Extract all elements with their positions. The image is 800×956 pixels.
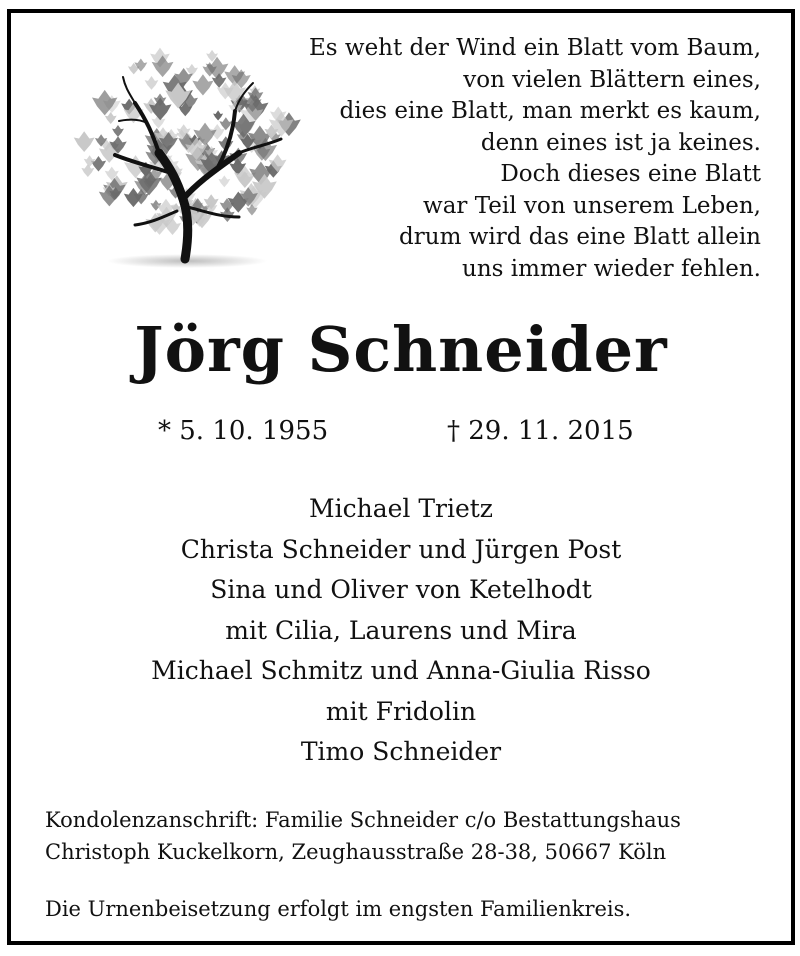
leaf-shape <box>218 175 230 187</box>
deceased-name: Jörg Schneider <box>134 313 668 386</box>
poem-line: war Teil von unserem Leben, <box>423 192 761 219</box>
leaf-shape <box>92 90 117 115</box>
poem-line: uns immer wieder fehlen. <box>462 255 761 282</box>
leaf-shape <box>105 112 117 124</box>
mourner-line: Michael Trietz <box>309 494 493 523</box>
mourner-line: Sina und Oliver von Ketelhodt <box>210 575 592 604</box>
poem-line: denn eines ist ja keines. <box>480 129 761 156</box>
poem-line: Es weht der Wind ein Blatt vom Baum, <box>308 35 761 61</box>
mourner-line: Timo Schneider <box>300 737 502 766</box>
leaf-shape <box>192 74 213 95</box>
closing-note: Die Urnenbeisetzung erfolgt im engsten Familienkreis. <box>45 897 632 921</box>
tree-illustration <box>67 41 307 277</box>
address-line-1: Kondolenzanschrift: Familie Schneider c/o Bestattungshaus <box>45 808 681 832</box>
birth-date: * 5. 10. 1955 <box>158 416 329 446</box>
mourner-line: mit Cilia, Laurens und Mira <box>225 615 577 645</box>
mourner-line: Michael Schmitz und Anna-Giulia Risso <box>151 656 651 685</box>
mourner-line: mit Fridolin <box>325 696 477 726</box>
leaf-shape <box>206 57 229 80</box>
mourner-line: Christa Schneider und Jürgen Post <box>180 534 622 564</box>
address-line-2: Christoph Kuckelkorn, Zeughausstraße 28-38, 50667 Köln <box>45 840 667 864</box>
poem-line: dies eine Blatt, man merkt es kaum, <box>339 98 761 124</box>
death-date: † 29. 11. 2015 <box>447 416 634 446</box>
leaf-shape <box>112 125 124 137</box>
leaf-shape <box>145 76 159 90</box>
poem <box>309 33 761 285</box>
poem-line: Doch dieses eine Blatt <box>500 161 761 187</box>
poem-line: von vielen Blättern eines, <box>463 66 761 93</box>
leaf-shape <box>213 110 223 120</box>
leaf-shape <box>74 131 95 152</box>
condolence-address <box>45 804 681 868</box>
obituary-notice <box>7 9 795 945</box>
mourners-list <box>11 489 791 773</box>
leaf-shape <box>81 164 94 177</box>
poem-line: drum wird das eine Blatt allein <box>399 224 761 250</box>
